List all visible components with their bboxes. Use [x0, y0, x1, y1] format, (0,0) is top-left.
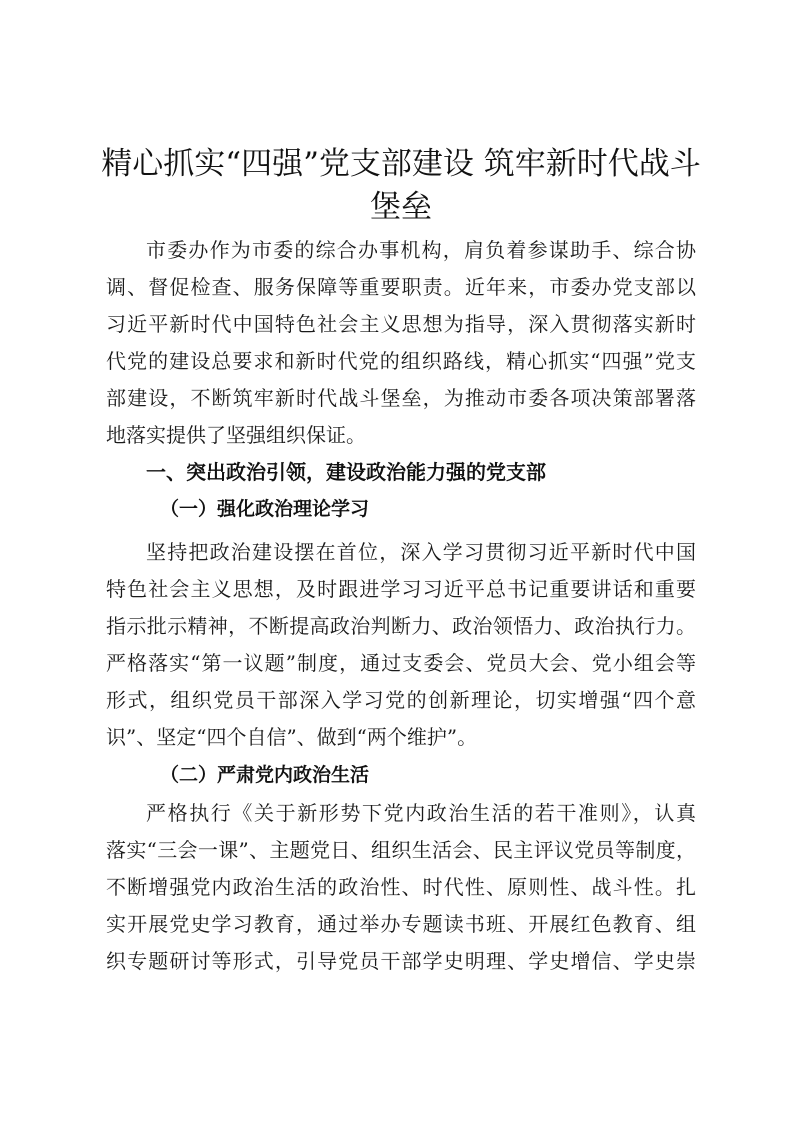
body-line: 坚持把政治建设摆在首位，深入学习贯彻习近平新时代中国	[146, 540, 696, 564]
body-line: 指示批示精神，不断提高政治判断力、政治领悟力、政治执行力。	[106, 614, 696, 638]
subsection-heading: （二）严肃党内政治生活	[160, 764, 370, 786]
subsection-heading: （一）强化政治理论学习	[160, 498, 370, 520]
body-line: 严格落实“第一议题”制度，通过支委会、党员大会、党小组会等	[106, 651, 696, 675]
body-line: 实开展党史学习教育，通过举办专题读书班、开展红色教育、组	[106, 912, 696, 936]
body-line: 不断增强党内政治生活的政治性、时代性、原则性、战斗性。扎	[106, 875, 696, 899]
document-title-line-2: 堡垒	[370, 189, 432, 225]
body-line: 形式，组织党员干部深入学习党的创新理论，切实增强“四个意	[106, 688, 696, 712]
body-line: 特色社会主义思想，及时跟进学习习近平总书记重要讲话和重要	[106, 577, 696, 601]
intro-line: 习近平新时代中国特色社会主义思想为指导，深入贯彻落实新时	[106, 312, 696, 336]
body-line: 织专题研讨等形式，引导党员干部学史明理、学史增信、学史崇	[106, 949, 696, 973]
intro-line: 调、督促检查、服务保障等重要职责。近年来，市委办党支部以	[106, 275, 696, 299]
intro-line: 地落实提供了坚强组织保证。	[106, 423, 366, 447]
body-line: 严格执行《关于新形势下党内政治生活的若干准则》，认真	[146, 801, 696, 825]
body-line: 落实“三会一课”、主题党日、组织生活会、民主评议党员等制度，	[106, 838, 696, 862]
body-line: 识”、坚定“四个自信”、做到“两个维护”。	[106, 725, 478, 749]
document-title-line-1: 精心抓实“四强”党支部建设 筑牢新时代战斗	[101, 146, 701, 182]
intro-line: 代党的建设总要求和新时代党的组织路线，精心抓实“四强”党支	[106, 349, 696, 373]
section-heading: 一、突出政治引领，建设政治能力强的党支部	[146, 460, 546, 484]
intro-line: 市委办作为市委的综合办事机构，肩负着参谋助手、综合协	[146, 238, 696, 262]
intro-line: 部建设，不断筑牢新时代战斗堡垒，为推动市委各项决策部署落	[106, 386, 696, 410]
